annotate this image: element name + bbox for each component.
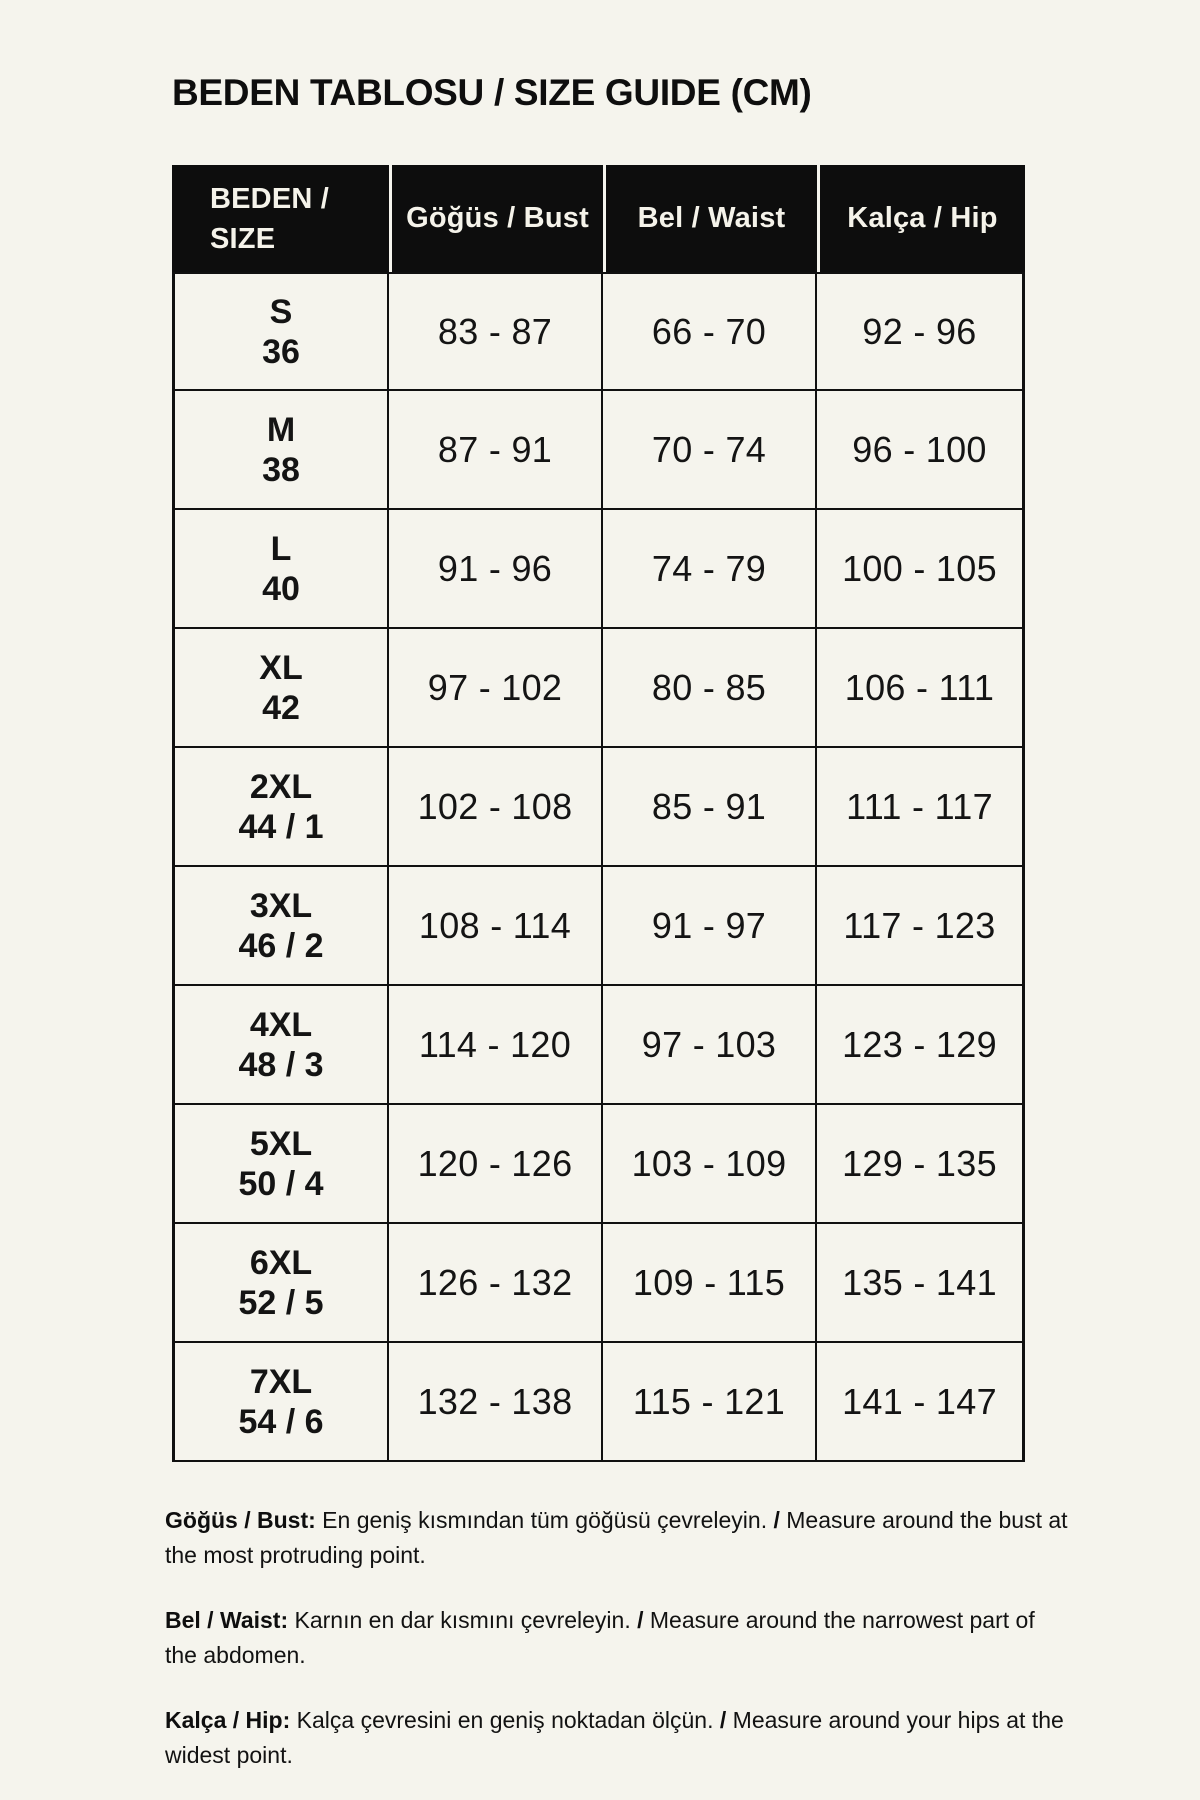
waist-value-cell: 85 - 91 [603, 748, 817, 867]
measurement-note [165, 1603, 1070, 1673]
size-table-header [172, 165, 1025, 272]
size-label: 7XL [249, 1362, 313, 1401]
size-cell [172, 986, 389, 1105]
size-number: 36 [262, 332, 300, 371]
size-cell [172, 629, 389, 748]
waist-value-cell: 66 - 70 [603, 272, 817, 391]
size-label: 6XL [249, 1243, 313, 1282]
waist-value-cell: 115 - 121 [603, 1343, 817, 1462]
size-cell [172, 1224, 389, 1343]
table-row [172, 391, 1025, 510]
note-text-english: Measure around the narrowest part of the abdomen. [165, 1607, 1035, 1668]
note-separator: / [773, 1507, 780, 1533]
size-number: 48 / 3 [238, 1045, 324, 1084]
hip-value-cell: 117 - 123 [817, 867, 1025, 986]
column-header-bust: Göğüs / Bust [389, 165, 603, 272]
size-label: S [269, 292, 293, 331]
size-cell [172, 272, 389, 391]
table-row [172, 629, 1025, 748]
size-number: 46 / 2 [238, 926, 324, 965]
size-cell [172, 391, 389, 510]
bust-value-cell: 132 - 138 [389, 1343, 603, 1462]
table-row [172, 272, 1025, 391]
waist-value-cell: 97 - 103 [603, 986, 817, 1105]
bust-value-cell: 83 - 87 [389, 272, 603, 391]
note-text-english: Measure around the bust at the most protruding point. [165, 1507, 1068, 1568]
hip-value-cell: 135 - 141 [817, 1224, 1025, 1343]
hip-value-cell: 96 - 100 [817, 391, 1025, 510]
column-header-waist: Bel / Waist [603, 165, 817, 272]
hip-value-cell: 141 - 147 [817, 1343, 1025, 1462]
note-text-english: Measure around your hips at the widest point. [165, 1707, 1064, 1768]
hip-value-cell: 123 - 129 [817, 986, 1025, 1105]
table-row [172, 748, 1025, 867]
size-cell [172, 510, 389, 629]
size-cell [172, 1343, 389, 1462]
size-label: 4XL [249, 1005, 313, 1044]
table-row [172, 867, 1025, 986]
size-number: 50 / 4 [238, 1164, 324, 1203]
column-header-hip: Kalça / Hip [817, 165, 1025, 272]
size-number: 38 [262, 450, 300, 489]
size-cell [172, 748, 389, 867]
hip-value-cell: 106 - 111 [817, 629, 1025, 748]
note-text-turkish: En geniş kısmından tüm göğüsü çevreleyin. [322, 1507, 768, 1533]
bust-value-cell: 114 - 120 [389, 986, 603, 1105]
size-label: 5XL [249, 1124, 313, 1163]
waist-value-cell: 80 - 85 [603, 629, 817, 748]
size-cell [172, 1105, 389, 1224]
measurement-note [165, 1503, 1070, 1573]
waist-value-cell: 70 - 74 [603, 391, 817, 510]
size-number: 42 [262, 688, 300, 727]
note-text-turkish: Karnın en dar kısmını çevreleyin. [294, 1607, 631, 1633]
hip-value-cell: 111 - 117 [817, 748, 1025, 867]
note-separator: / [637, 1607, 644, 1633]
column-header-size-line1: BEDEN / [210, 182, 330, 215]
table-row [172, 510, 1025, 629]
header-row [172, 165, 1025, 272]
bust-value-cell: 120 - 126 [389, 1105, 603, 1224]
table-row [172, 986, 1025, 1105]
size-label: XL [259, 648, 303, 687]
note-label: Kalça / Hip: [165, 1707, 291, 1733]
measurement-notes [165, 1503, 1070, 1773]
size-number: 44 / 1 [238, 807, 324, 846]
hip-value-cell: 129 - 135 [817, 1105, 1025, 1224]
note-label: Bel / Waist: [165, 1607, 289, 1633]
table-row [172, 1343, 1025, 1462]
size-label: L [270, 529, 292, 568]
note-label: Göğüs / Bust: [165, 1507, 316, 1533]
waist-value-cell: 91 - 97 [603, 867, 817, 986]
bust-value-cell: 97 - 102 [389, 629, 603, 748]
size-cell [172, 867, 389, 986]
hip-value-cell: 100 - 105 [817, 510, 1025, 629]
waist-value-cell: 74 - 79 [603, 510, 817, 629]
column-header-size [172, 165, 389, 272]
waist-value-cell: 109 - 115 [603, 1224, 817, 1343]
bust-value-cell: 91 - 96 [389, 510, 603, 629]
hip-value-cell: 92 - 96 [817, 272, 1025, 391]
page-title: BEDEN TABLOSU / SIZE GUIDE (CM) [172, 72, 812, 113]
size-label: 2XL [249, 767, 313, 806]
waist-value-cell: 103 - 109 [603, 1105, 817, 1224]
size-label: M [266, 410, 296, 449]
size-guide-table [172, 165, 1025, 1462]
size-label: 3XL [249, 886, 313, 925]
size-number: 52 / 5 [238, 1283, 324, 1322]
note-text-turkish: Kalça çevresini en geniş noktadan ölçün. [296, 1707, 714, 1733]
size-number: 40 [262, 569, 300, 608]
table-row [172, 1105, 1025, 1224]
bust-value-cell: 87 - 91 [389, 391, 603, 510]
size-table-body [172, 272, 1025, 1462]
bust-value-cell: 108 - 114 [389, 867, 603, 986]
column-header-size-line2: SIZE [210, 222, 276, 255]
bust-value-cell: 102 - 108 [389, 748, 603, 867]
table-row [172, 1224, 1025, 1343]
note-separator: / [719, 1707, 727, 1733]
measurement-note [165, 1703, 1070, 1773]
bust-value-cell: 126 - 132 [389, 1224, 603, 1343]
size-number: 54 / 6 [238, 1402, 324, 1441]
